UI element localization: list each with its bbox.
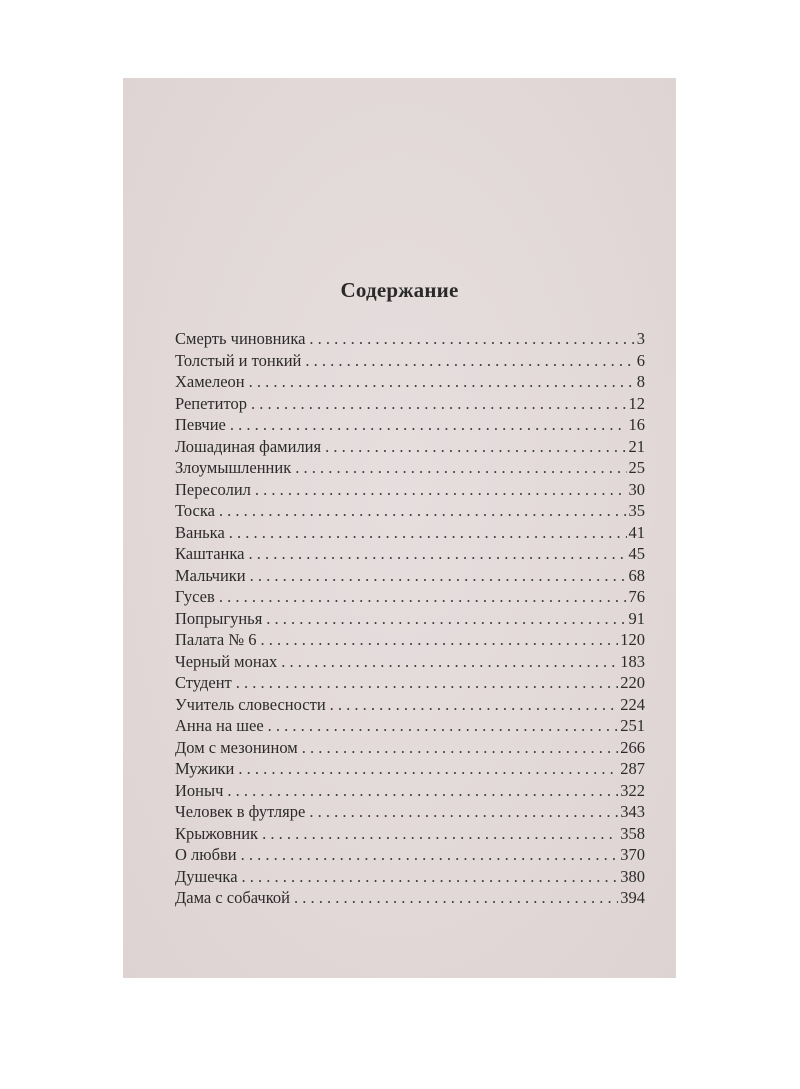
toc-entry-title: Мальчики <box>175 565 246 585</box>
toc-leader-dots <box>236 673 618 693</box>
toc-leader-dots <box>251 394 627 414</box>
toc-entry <box>175 351 645 373</box>
toc-entry-page: 120 <box>620 630 645 649</box>
toc-entry <box>175 759 645 781</box>
toc-entry-title: Дама с собачкой <box>175 888 290 907</box>
toc-entry-page: 224 <box>620 694 645 714</box>
toc-entry-page: 45 <box>628 544 645 563</box>
toc-entry <box>175 630 645 652</box>
toc-entry <box>175 781 645 803</box>
toc-entry-title: О любви <box>175 845 237 864</box>
page-title: Содержание <box>340 278 459 302</box>
toc-leader-dots <box>262 824 618 844</box>
toc-entry <box>175 501 645 523</box>
toc-entry-page: 322 <box>620 780 645 800</box>
toc-entry <box>175 544 645 566</box>
toc-leader-dots <box>250 566 627 586</box>
toc-leader-dots <box>295 458 626 478</box>
toc-entry-page: 12 <box>628 393 645 413</box>
toc-entry-title: Пересолил <box>175 479 251 499</box>
toc-entry-title: Лошадиная фамилия <box>175 436 322 456</box>
toc-leader-dots <box>325 437 626 457</box>
toc-entry <box>175 415 645 437</box>
toc-entry-title: Студент <box>175 673 232 692</box>
toc-leader-dots <box>255 480 627 500</box>
toc-leader-dots <box>229 523 627 543</box>
toc-leader-dots <box>219 501 627 521</box>
toc-entry-title: Каштанка <box>175 544 245 563</box>
toc-entry <box>175 867 645 889</box>
book-page <box>123 78 676 978</box>
toc-entry <box>175 695 645 717</box>
toc-entry-title: Человек в футляре <box>175 802 306 821</box>
toc-entry-title: Учитель словесности <box>175 694 326 714</box>
toc-entry <box>175 673 645 695</box>
toc-entry-page: 394 <box>620 888 645 907</box>
toc-entry <box>175 888 645 910</box>
toc-entry-title: Тоска <box>175 501 215 520</box>
toc-entry-page: 91 <box>628 608 645 628</box>
toc-entry <box>175 480 645 502</box>
toc-leader-dots <box>230 415 627 435</box>
toc-entry <box>175 458 645 480</box>
toc-entry-page: 183 <box>620 651 645 671</box>
toc-entry-title: Толстый и тонкий <box>175 350 302 370</box>
toc-entry-page: 41 <box>628 522 645 542</box>
toc-leader-dots <box>309 329 634 349</box>
toc-entry-title: Смерть чиновника <box>175 329 306 348</box>
toc-leader-dots <box>309 802 618 822</box>
toc-entry-title: Палата № 6 <box>175 630 257 649</box>
toc-entry-page: 6 <box>636 350 645 370</box>
toc-entry-page: 343 <box>620 802 645 821</box>
toc-leader-dots <box>281 652 618 672</box>
toc-entry-page: 251 <box>620 716 645 735</box>
toc-leader-dots <box>305 351 634 371</box>
toc-entry <box>175 587 645 609</box>
toc-entry-title: Ионыч <box>175 780 224 800</box>
toc-entry-title: Певчие <box>175 415 226 434</box>
toc-leader-dots <box>219 587 627 607</box>
toc-entry-page: 76 <box>628 587 645 606</box>
toc-entry-page: 380 <box>620 866 645 886</box>
toc-entry <box>175 802 645 824</box>
toc-entry-title: Черный монах <box>175 651 278 671</box>
toc-entry-title: Репетитор <box>175 393 247 413</box>
toc-leader-dots <box>242 867 619 887</box>
toc-leader-dots <box>227 781 618 801</box>
toc-entry-page: 21 <box>628 436 645 456</box>
table-of-contents <box>175 329 645 910</box>
toc-entry-page: 35 <box>628 501 645 520</box>
toc-entry-title: Анна на шее <box>175 716 264 735</box>
toc-leader-dots <box>241 845 619 865</box>
toc-entry <box>175 566 645 588</box>
toc-entry-title: Хамелеон <box>175 372 245 391</box>
toc-entry-page: 68 <box>628 565 645 585</box>
toc-entry-page: 16 <box>628 415 645 434</box>
toc-entry-page: 3 <box>636 329 645 348</box>
toc-entry <box>175 437 645 459</box>
toc-entry-page: 30 <box>628 479 645 499</box>
toc-entry-page: 266 <box>620 737 645 757</box>
toc-entry-title: Гусев <box>175 587 215 606</box>
toc-leader-dots <box>294 888 618 908</box>
toc-entry <box>175 738 645 760</box>
toc-leader-dots <box>268 716 619 736</box>
toc-entry-title: Злоумышленник <box>175 458 292 477</box>
toc-leader-dots <box>330 695 619 715</box>
toc-entry <box>175 824 645 846</box>
toc-entry-title: Попрыгунья <box>175 608 263 628</box>
toc-entry-title: Мужики <box>175 759 235 778</box>
toc-leader-dots <box>238 759 618 779</box>
toc-leader-dots <box>248 544 626 564</box>
toc-entry-title: Душечка <box>175 866 238 886</box>
toc-entry-page: 25 <box>628 458 645 477</box>
toc-entry <box>175 609 645 631</box>
toc-entry-title: Ванька <box>175 522 225 542</box>
toc-entry <box>175 652 645 674</box>
toc-entry <box>175 716 645 738</box>
toc-entry-page: 358 <box>620 823 645 843</box>
toc-entry-page: 287 <box>620 759 645 778</box>
toc-leader-dots <box>249 372 635 392</box>
toc-leader-dots <box>266 609 626 629</box>
toc-entry-title: Крыжовник <box>175 823 259 843</box>
toc-leader-dots <box>302 738 619 758</box>
toc-entry <box>175 845 645 867</box>
toc-entry-title: Дом с мезонином <box>175 737 298 757</box>
toc-entry <box>175 394 645 416</box>
toc-entry <box>175 523 645 545</box>
toc-entry-page: 370 <box>620 845 645 864</box>
toc-entry <box>175 372 645 394</box>
toc-entry-page: 8 <box>636 372 645 391</box>
toc-entry-page: 220 <box>620 673 645 692</box>
toc-leader-dots <box>261 630 619 650</box>
toc-entry <box>175 329 645 351</box>
